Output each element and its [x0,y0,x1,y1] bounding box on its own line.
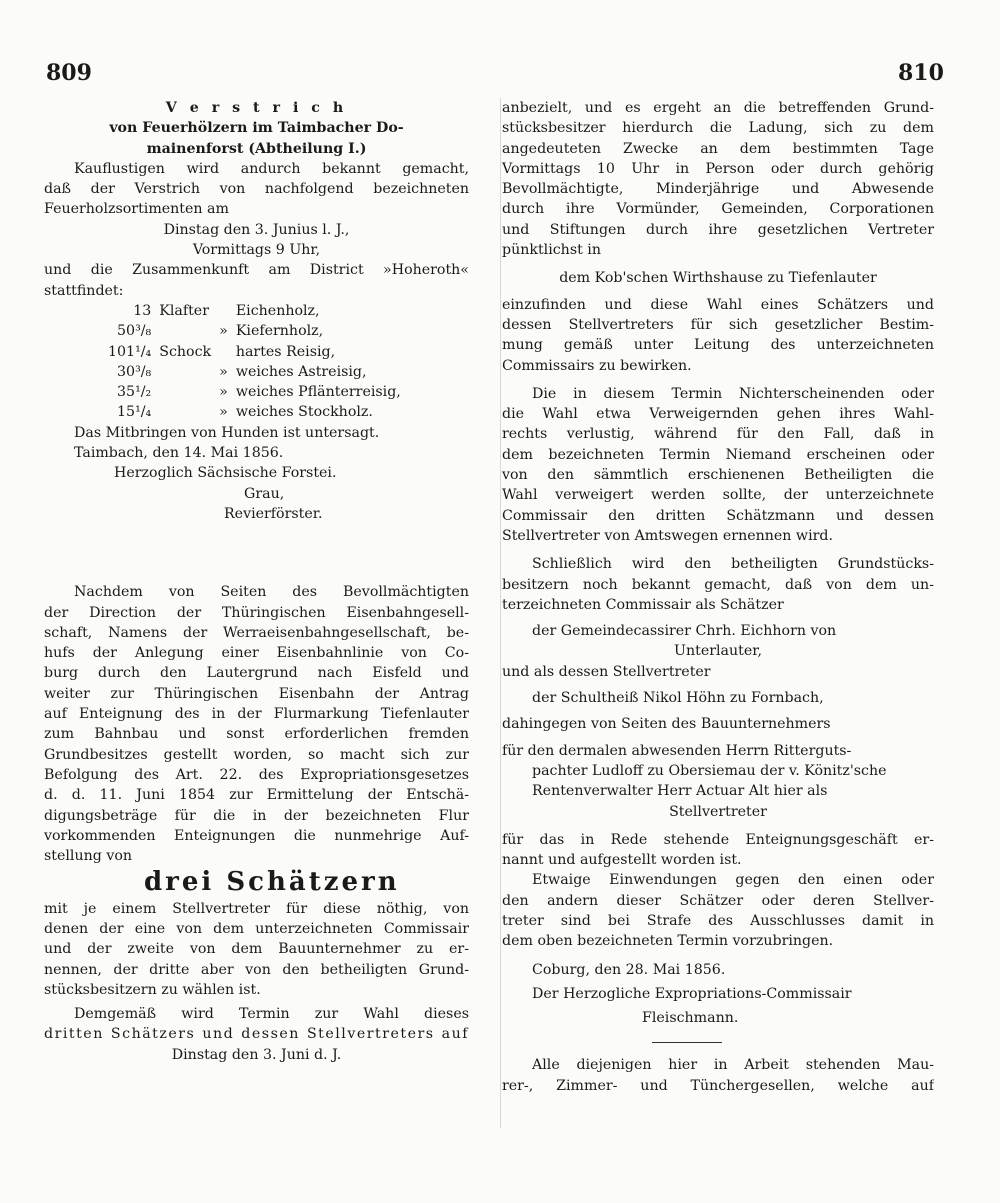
text-line: Schließlich wird den betheiligten Grundstücks- [532,556,934,573]
text-line: schaft, Namens der Werraeisenbahngesellschaft, be- [44,624,469,641]
appointee-line: für den dermalen abwesenden Herrn Ritterguts- [502,742,852,759]
appointee-line: der Schultheiß Nikol Höhn zu Fornbach, [532,690,824,707]
item-ditto: » [219,363,228,380]
text-line: und die Zusammenkunft am District »Hoheroth« [44,262,469,279]
text-line: daß der Verstrich von nachfolgend bezeichneten [44,181,469,198]
item-unit [155,382,215,402]
text-line: mit je einem Stellvertreter für diese nöthig, von [44,900,469,917]
appointee-line: Unterlauter, [674,643,762,660]
text-line: auf Enteignung des in der Flurmarkung Tiefenlauter [44,706,469,723]
item-desc: weiches Astreisig, [235,363,367,380]
text-line: Commissair den dritten Schätzmann und dessen [502,507,934,524]
item-desc: Eichenholz, [235,302,320,319]
text-line: weiter zur Thüringischen Eisenbahn der Antrag [44,685,469,702]
item-qty: 15¹/₄ [117,404,152,421]
item-ditto: » [219,404,228,421]
item-ditto: » [219,384,228,401]
item-ditto [215,342,232,362]
item-qty: 13 [133,302,152,319]
item-desc: Kiefernholz, [235,323,324,340]
appointee-line: pachter Ludloff zu Obersiemau der v. Könitz'sche [532,762,887,779]
text-line: Commissairs zu bewirken. [502,357,692,374]
signatory-office: Der Herzogliche Expropriations-Commissair [532,985,852,1002]
text-line: von den sämmtlich erschienenen Betheiligten die [502,467,934,484]
text-line: die Wahl etwa Verweigernden gehen ihres Wahl- [502,406,934,423]
wood-assortment-list [104,301,405,423]
text-line: nannt und aufgestellt worden ist. [502,852,742,869]
page-number-left: 809 [46,60,92,86]
text-line: stattfindet: [44,282,124,299]
text-line: und Stiftungen durch ihre gesetzlichen Vertreter [502,221,934,238]
text-line: stellung von [44,848,133,865]
notice-title-line: mainenforst (Abtheilung I.) [146,140,367,157]
text-line: denen der eine von dem unterzeichneten Commissair [44,920,469,937]
text-line: stücksbesitzer hierdurch die Ladung, sich zu dem [502,120,934,137]
text-line: rechts verlustig, während für den Fall, daß in [502,426,934,443]
text-line: angedeuteten Zwecke an dem bestimmten Tage [502,140,934,157]
text-line: Wahl verweigert werden sollte, der unterzeichnete [502,487,934,504]
text-line: und der zweite von dem Bauunternehmer zu er- [44,941,469,958]
list-item [104,321,405,341]
text-line: den andern dieser Schätzer oder deren Stellver- [502,892,934,909]
item-unit [155,402,215,422]
item-desc: hartes Reisig, [235,343,336,360]
auction-date: Dinstag den 3. Junius l. J., [163,221,350,238]
signatory-role: Revierförster. [224,505,323,522]
text-line: Etwaige Einwendungen gegen den einen oder [532,872,934,889]
text-line: d. d. 11. Juni 1854 zur Ermittelung der Entschä- [44,787,469,804]
text-line: dem bezeichneten Termin Niemand erscheinen oder [502,446,934,463]
text-line: Kauflustigen wird andurch bekannt gemacht, [74,160,469,177]
text-line: Grundbesitzes gestellt worden, so macht sich zur [44,746,469,763]
text-line: terzeichneten Commissair als Schätzer [502,596,784,613]
list-item [104,301,405,321]
item-qty: 30³/₈ [117,363,152,380]
text-line: und als dessen Stellvertreter [502,663,711,680]
text-line: Die in diesem Termin Nichterscheinenden oder [532,385,934,402]
item-ditto: » [219,323,228,340]
text-line: treter sind bei Strafe des Ausschlusses damit in [502,912,934,929]
left-column [44,98,469,1065]
item-desc: weiches Stockholz. [235,404,373,421]
text-line: nennen, der dritte aber von den betheiligten Grund- [44,961,469,978]
text-line: dem oben bezeichneten Termin vorzubringen. [502,933,834,950]
page-number-right: 810 [898,60,944,86]
text-line: der Direction der Thüringischen Eisenbahngesell- [44,604,469,621]
item-unit: Klafter [159,302,209,319]
text-line: pünktlichst in [502,242,601,259]
auction-time: Vormittags 9 Uhr, [192,242,321,259]
text-line: dritten Schätzers und dessen Stellvertreters auf [44,1026,469,1043]
text-line: Das Mitbringen von Hunden ist untersagt. [74,424,380,441]
list-item [104,402,405,422]
item-unit [155,362,215,382]
text-line: zum Bahnbau und sonst erforderlichen fremden [44,726,469,743]
notice-title-line: von Feuerhölzern im Taimbacher Do- [109,120,404,137]
text-line: burg durch den Lautergrund nach Eisfeld und [44,665,469,682]
text-line: dahingegen von Seiten des Bauunternehmers [502,716,831,733]
section-divider [652,1042,722,1043]
item-qty: 101¹/₄ [108,343,152,360]
notice-title-line: V e r s t r i c h [165,100,348,116]
appointee-line: Rentenverwalter Herr Actuar Alt hier als [532,783,828,800]
appointee-line: Stellvertreter [669,803,767,820]
place-date: Taimbach, den 14. Mai 1856. [74,445,284,462]
list-item [104,362,405,382]
text-line: Feuerholzsortimenten am [44,201,229,218]
list-item [104,342,405,362]
item-desc: weiches Pflänterreisig, [235,384,401,401]
text-line: Demgemäß wird Termin zur Wahl dieses [74,1006,469,1023]
signatory-name: Fleischmann. [642,1010,739,1027]
column-divider [500,98,501,1128]
text-line: mung gemäß unter Leitung des unterzeichneten [502,337,934,354]
list-item [104,382,405,402]
text-line: vorkommenden Enteignungen die nunmehrige Auf- [44,827,469,844]
item-unit: Schock [159,343,212,360]
text-line: Befolgung des Art. 22. des Expropriationsgesetzes [44,766,469,783]
appointee-line: der Gemeindecassirer Chrh. Eichhorn von [532,623,837,640]
text-line: Stellvertreter von Amtswegen ernennen wird. [502,527,833,544]
text-line: durch ihre Vormünder, Gemeinden, Corporationen [502,201,934,218]
text-line: Bevollmächtigte, Minderjährige und Abwesende [502,181,934,198]
text-line: Nachdem von Seiten des Bevollmächtigten [74,584,469,601]
text-line: Alle diejenigen hier in Arbeit stehenden Mau- [532,1057,934,1074]
text-line: anbezielt, und es ergeht an die betreffenden Grund- [502,100,934,116]
signatory-office: Herzoglich Sächsische Forstei. [114,465,337,482]
text-line: digungsbeträge für die in der bezeichneten Flur [44,807,469,824]
text-line: hufs der Anlegung einer Eisenbahnlinie von Co- [44,645,469,662]
inn-name: dem Kob'schen Wirthshause zu Tiefenlauter [559,270,877,287]
text-line: dessen Stellvertreters für sich gesetzlicher Bestim- [502,316,934,333]
item-ditto [215,301,232,321]
text-line: rer-, Zimmer- und Tünchergesellen, welche auf [502,1077,934,1094]
signatory-name: Grau, [244,485,285,502]
item-qty: 35¹/₂ [117,384,152,401]
right-column [502,98,934,1096]
term-date: Dinstag den 3. Juni d. J. [171,1046,342,1063]
text-line: stücksbesitzern zu wählen ist. [44,981,261,998]
item-qty: 50³/₈ [117,323,152,340]
text-line: Vormittags 10 Uhr in Person oder durch gehörig [502,160,934,177]
item-unit [155,321,215,341]
big-heading: drei Schätzern [144,867,400,898]
text-line: für das in Rede stehende Enteignungsgeschäft er- [502,831,934,848]
text-line: einzufinden und diese Wahl eines Schätzers und [502,296,934,313]
place-date: Coburg, den 28. Mai 1856. [532,961,726,978]
text-line: besitzern noch bekannt gemacht, daß von dem un- [502,576,934,593]
